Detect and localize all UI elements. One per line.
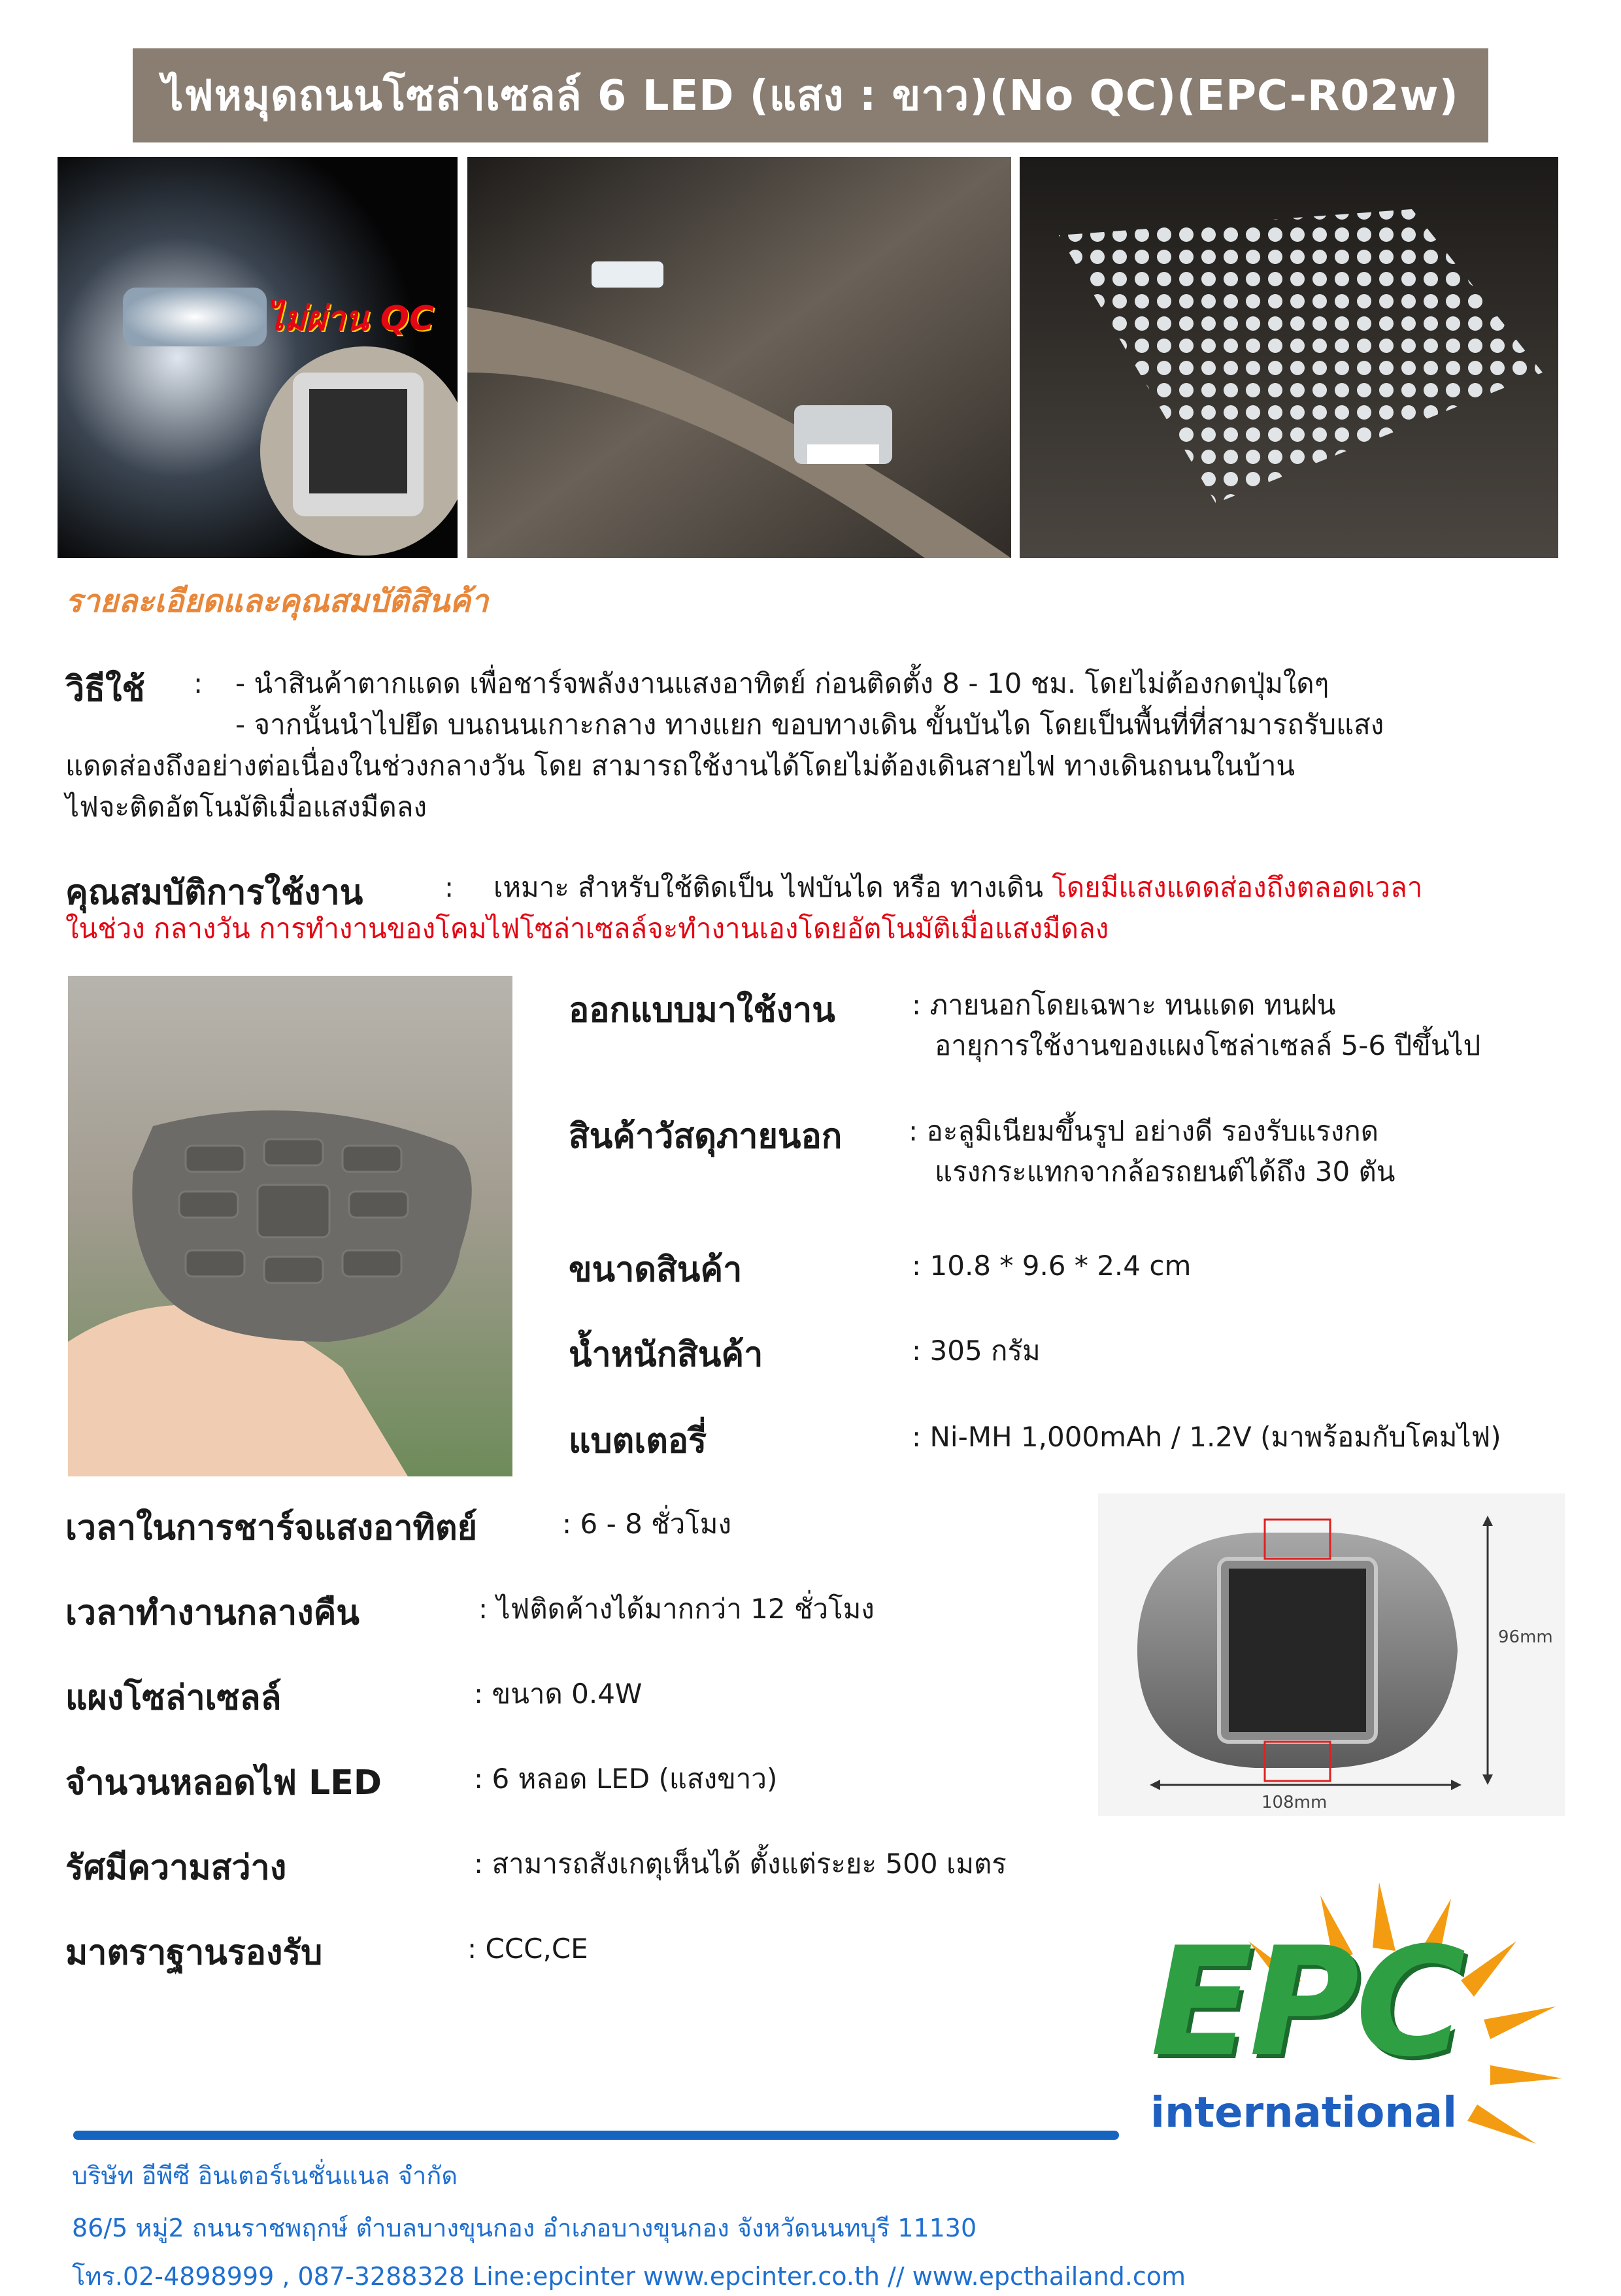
usage-label: วิธีใช้ [65, 670, 145, 709]
spec-value-night-time: : ไฟติดค้างได้มากกว่า 12 ชั่วโมง [478, 1593, 875, 1625]
epc-logo [1137, 1882, 1621, 2170]
spec-label-solar-panel: แผงโซล่าเซลล์ [65, 1678, 282, 1718]
usage-colon: : [193, 667, 203, 699]
features-text [493, 867, 1422, 908]
spec-value-led-count: : 6 หลอด LED (แสงขาว) [474, 1763, 778, 1795]
page-title: ไฟหมุดถนนโซล่าเซลล์ 6 LED (แสง : ขาว)(No QC)(EPC-R02w) [162, 72, 1459, 120]
spec-label-night-time: เวลาทำงานกลางคืน [65, 1593, 359, 1633]
spec-value-material-2: แรงกระแทกจากล้อรถยนต์ได้ถึง 30 ตัน [935, 1156, 1395, 1188]
product-photo-walkway [467, 157, 1011, 558]
spec-value-battery: : Ni-MH 1,000mAh / 1.2V (มาพร้อมกับโคมไฟ) [912, 1421, 1501, 1453]
spec-block-material [569, 1108, 1562, 1200]
spec-value-material-1: : อะลูมิเนียมขึ้นรูป อย่างดี รองรับแรงกด [909, 1115, 1379, 1147]
features-colon: : [444, 871, 454, 903]
features-text-normal: เหมาะ สำหรับใช้ติดเป็น ไฟบันได หรือ ทางเดิน [493, 871, 1052, 903]
spec-block-design [569, 982, 1562, 1074]
dimension-width-label: 108mm [1262, 1793, 1328, 1812]
spec-label-charge-time: เวลาในการชาร์จแสงอาทิตย์ [65, 1508, 478, 1548]
product-photo-grid [1020, 157, 1558, 558]
features-label: คุณสมบัติการใช้งาน [65, 873, 363, 912]
spec-label-battery: แบตเตอรี่ [569, 1422, 707, 1461]
product-photo-night [58, 157, 458, 558]
spec-label-size: ขนาดสินค้า [569, 1250, 743, 1289]
spec-label-weight: น้ำหนักสินค้า [569, 1335, 763, 1374]
spec-label-led-count: จำนวนหลอดไฟ LED [65, 1763, 382, 1803]
usage-line-3: แดดส่องถึงอย่างต่อเนื่องในช่วงกลางวัน โดย สามารถใช้งานได้โดยไม่ต้องเดินสายไฟ ทางเดินถนนในบ้าน [65, 750, 1295, 782]
usage-line-1: - นำสินค้าตากแดด เพื่อชาร์จพลังงานแสงอาทิตย์ ก่อนติดตั้ง 8 - 10 ชม. โดยไม่ต้องกดปุ่มใดๆ [235, 667, 1329, 699]
footer-divider [73, 2131, 1119, 2140]
spec-value-weight: : 305 กรัม [912, 1335, 1041, 1367]
footer-company: บริษัท อีพีซี อินเตอร์เนชั่นแนล จำกัด [72, 2161, 458, 2190]
features-text-red-1: โดยมีแสงแดดส่องถึงตลอดเวลา [1052, 871, 1423, 903]
spec-value-design-1: : ภายนอกโดยเฉพาะ ทนแดด ทนฝน [912, 989, 1336, 1021]
spec-value-charge-time: : 6 - 8 ชั่วโมง [562, 1508, 731, 1540]
spec-label-design: ออกแบบมาใช้งาน [569, 991, 835, 1030]
dimension-height-label: 96mm [1498, 1627, 1553, 1647]
footer-contact: โทร.02-4898999 , 087-3288328 Line:epcinter www.epcinter.co.th // www.epcthailand.com [72, 2262, 1186, 2291]
dimension-diagram [1098, 1493, 1565, 1816]
features-text-red-2: ในช่วง กลางวัน การทำงานของโคมไฟโซล่าเซลล์จะทำงานเองโดยอัตโนมัติเมื่อแสงมืดลง [65, 912, 1109, 944]
spec-value-design-2: อายุการใช้งานของแผงโซล่าเซลล์ 5-6 ปีขึ้นไป [935, 1029, 1481, 1061]
not-qc-badge: ไม่ผ่าน QC [267, 299, 435, 339]
spec-value-standards: : CCC,CE [467, 1933, 588, 1965]
spec-label-brightness: รัศมีความสว่าง [65, 1848, 287, 1888]
spec-label-material: สินค้าวัสดุภายนอก [569, 1117, 843, 1156]
spec-value-solar-panel: : ขนาด 0.4W [474, 1678, 643, 1710]
footer-address: 86/5 หมู่2 ถนนราชพฤกษ์ ตำบลบางขุนกอง อำเภอบางขุนกอง จังหวัดนนทบุรี 11130 [72, 2214, 977, 2242]
logo-brand: EPC [1150, 1916, 1462, 2090]
usage-line-4: ไฟจะติดอัตโนมัติเมื่อแสงมืดลง [65, 791, 427, 823]
section-heading: รายละเอียดและคุณสมบัติสินค้า [65, 583, 489, 620]
spec-label-standards: มาตราฐานรองรับ [65, 1933, 323, 1972]
usage-line-2: - จากนั้นนำไปยึด บนถนนเกาะกลาง ทางแยก ขอบทางเดิน ขั้นบันได โดยเป็นพื้นที่ที่สามารถรับแสง [235, 708, 1384, 740]
title-bar [133, 48, 1488, 142]
logo-subtitle: international [1150, 2089, 1457, 2137]
spec-value-brightness: : สามารถสังเกตุเห็นได้ ตั้งแต่ระยะ 500 เมตร [474, 1848, 1007, 1880]
spec-value-size: : 10.8 * 9.6 * 2.4 cm [912, 1250, 1192, 1282]
product-photo-hand [68, 976, 512, 1476]
